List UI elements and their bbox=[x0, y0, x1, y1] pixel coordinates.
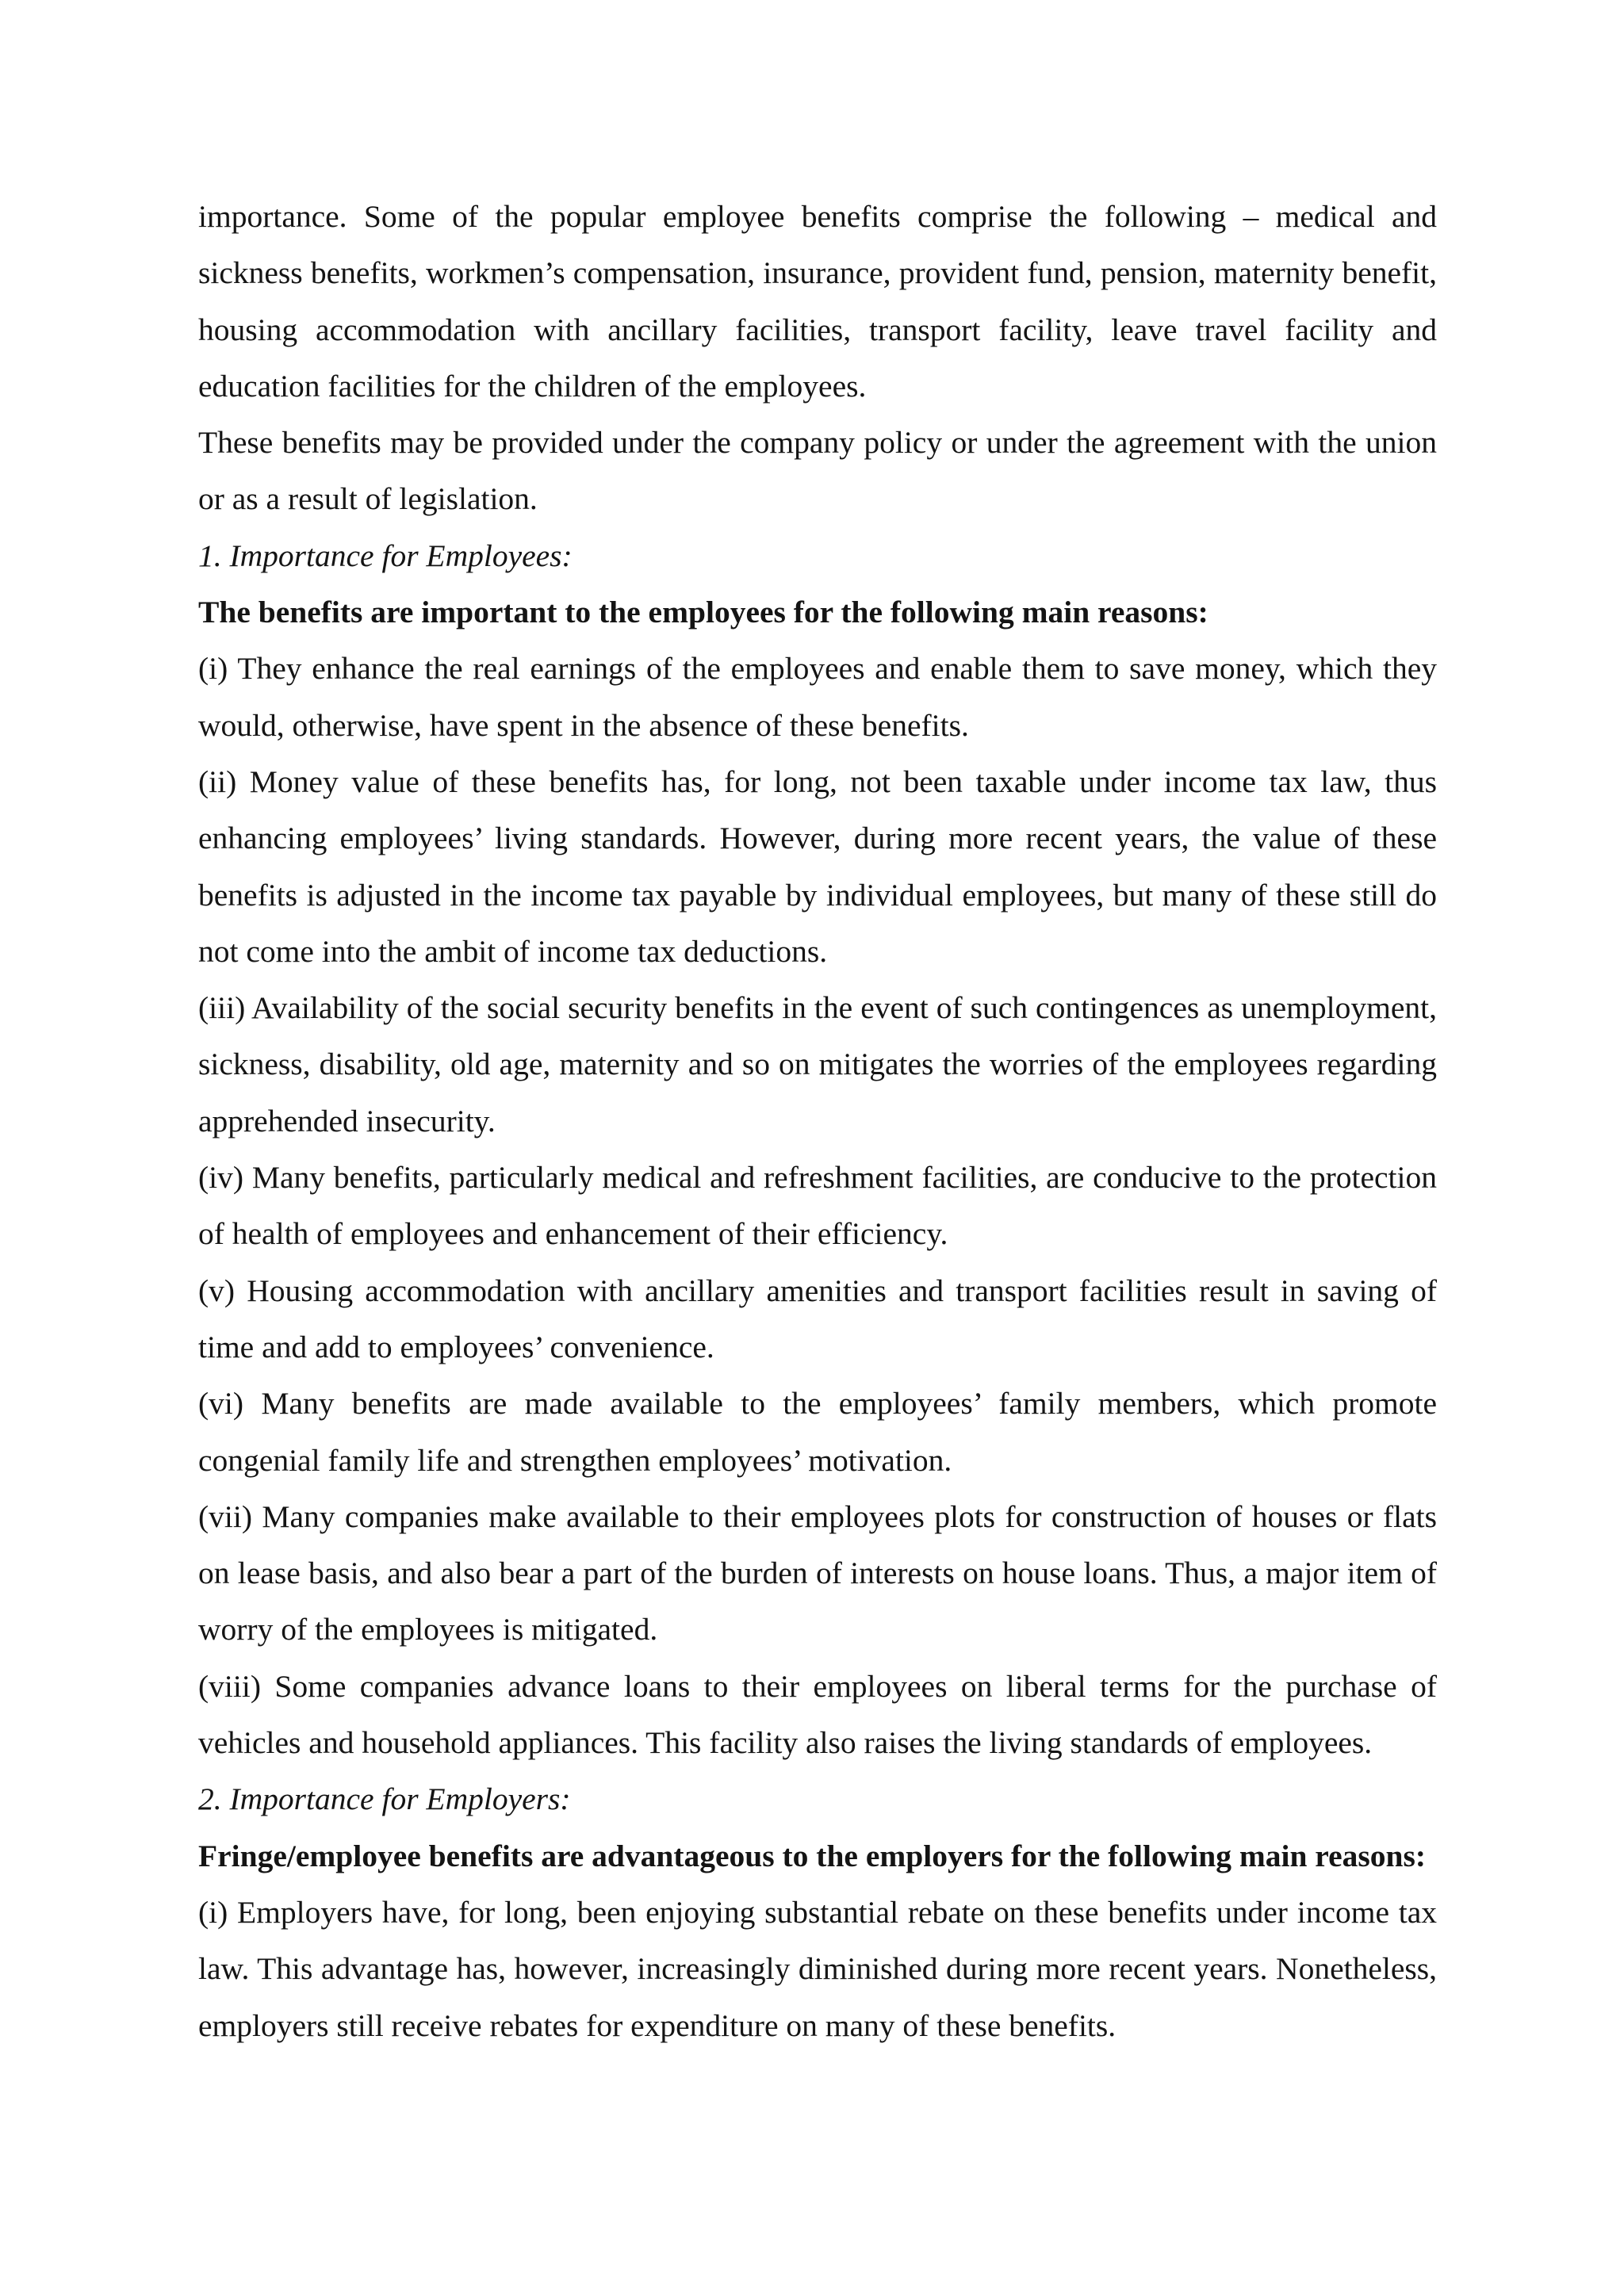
list-item-employees-v: (v) Housing accommodation with ancillary amenities and transport facilities result in saving of time and add to employees’ convenience. bbox=[198, 1272, 1437, 1364]
paragraph-provision: These benefits may be provided under the company policy or under the agreement with the union or as a result of legislation. bbox=[198, 425, 1437, 517]
subheading-employer-reasons: Fringe/employee benefits are advantageous to the employers for the following main reasons: bbox=[198, 1838, 1427, 1873]
list-item-employees-vi: (vi) Many benefits are made available to the employees’ family members, which promote congenial family life and strengthen employees’ motivation. bbox=[198, 1386, 1437, 1478]
section-heading-employees: 1. Importance for Employees: bbox=[198, 538, 573, 573]
list-item-employers-i: (i) Employers have, for long, been enjoying substantial rebate on these benefits under income tax law. This advantage has, however, increasingly diminished during more recent years. Nonetheless, employers still receive rebates for expenditure on many of these benefits. bbox=[198, 1894, 1437, 2043]
list-item-employees-iii: (iii) Availability of the social security benefits in the event of such contingences as unemployment, sickness, disability, old age, maternity and so on mitigates the worries of the employees regarding apprehended insecurity. bbox=[198, 990, 1437, 1138]
document-page bbox=[198, 189, 1437, 2054]
subheading-employee-reasons: The benefits are important to the employees for the following main reasons: bbox=[198, 595, 1208, 630]
section-heading-employers: 2. Importance for Employers: bbox=[198, 1781, 571, 1817]
list-item-employees-ii: (ii) Money value of these benefits has, for long, not been taxable under income tax law, thus enhancing employees’ living standards. However, during more recent years, the value of these benefits is adjusted in the income tax payable by individual employees, but many of these still do not come into the ambit of income tax deductions. bbox=[198, 763, 1437, 969]
list-item-employees-i: (i) They enhance the real earnings of the employees and enable them to save money, which they would, otherwise, have spent in the absence of these benefits. bbox=[198, 651, 1437, 743]
list-item-employees-iv: (iv) Many benefits, particularly medical and refreshment facilities, are conducive to the protection of health of employees and enhancement of their efficiency. bbox=[198, 1160, 1437, 1252]
list-item-employees-vii: (vii) Many companies make available to their employees plots for construction of houses or flats on lease basis, and also bear a part of the burden of interests on house loans. Thus, a major item of worry of the employees is mitigated. bbox=[198, 1498, 1437, 1647]
paragraph-intro: importance. Some of the popular employee benefits comprise the following – medical and sickness benefits, workmen’s compensation, insurance, provident fund, pension, maternity benefit, housing accommodation with ancillary facilities, transport facility, leave travel facility and education facilities for the children of the employees. bbox=[198, 199, 1437, 404]
list-item-employees-viii: (viii) Some companies advance loans to their employees on liberal terms for the purchase of vehicles and household appliances. This facility also raises the living standards of employees. bbox=[198, 1668, 1437, 1761]
